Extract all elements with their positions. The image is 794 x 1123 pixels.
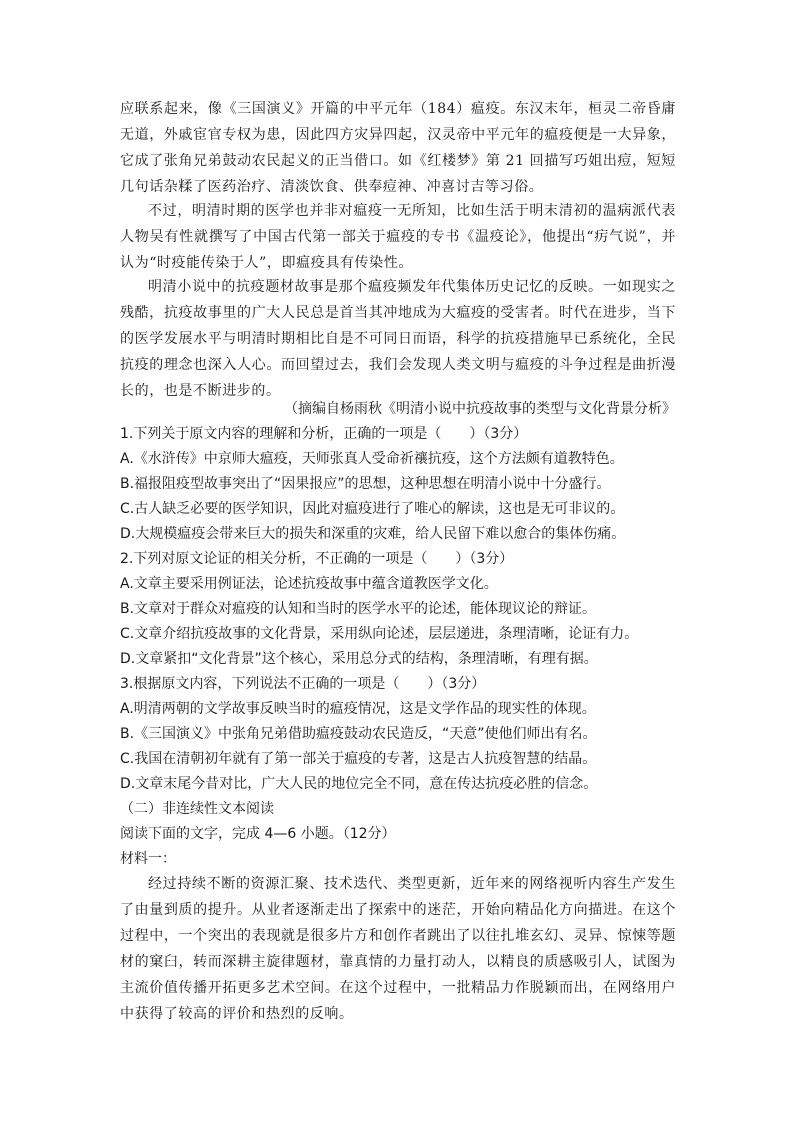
- question-3-option-a[interactable]: A.明清两朝的文学故事反映当时的瘟疫情况，这是文学作品的现实性的体现。: [120, 701, 596, 717]
- section-2-instruction: 阅读下面的文字，完成 4—6 小题。（12分）: [120, 826, 396, 842]
- section-2-heading: （二）非连续性文本阅读: [120, 801, 274, 817]
- question-2-stem: 2.下列对原文论证的相关分析，不正确的一项是（ ）（3分）: [120, 551, 514, 567]
- question-3-option-c[interactable]: C.我国在清朝初年就有了第一部关于瘟疫的专著，这是古人抗疫智慧的结晶。: [120, 751, 597, 767]
- question-1-option-d[interactable]: D.大规模瘟疫会带来巨大的损失和深重的灾难，给人民留下难以愈合的集体伤痛。: [120, 526, 626, 542]
- question-2-option-a[interactable]: A.文章主要采用例证法，论述抗疫故事中蕴含道教医学文化。: [120, 576, 498, 592]
- question-2-option-c[interactable]: C.文章介绍抗疫故事的文化背景，采用纵向论述，层层递进，条理清晰，论证有力。: [120, 626, 639, 642]
- question-3-stem: 3.根据原文内容，下列说法不正确的一项是（ ）（3分）: [120, 676, 486, 692]
- question-1-option-a[interactable]: A.《水浒传》中京师大瘟疫，天师张真人受命祈禳抗疫，这个方法颇有道教特色。: [120, 451, 624, 467]
- question-3-option-b[interactable]: B.《三国演义》中张角兄弟借助瘟疫鼓动农民造反，“天意”使他们师出有名。: [120, 726, 597, 742]
- question-1-stem: 1.下列关于原文内容的理解和分析，正确的一项是（ ）（3分）: [120, 426, 528, 442]
- question-1-option-c[interactable]: C.古人缺乏必要的医学知识，因此对瘟疫进行了唯心的解读，这也是无可非议的。: [120, 501, 625, 517]
- question-3-option-d[interactable]: D.文章末尾今昔对比，广大人民的地位完全不同，意在传达抗疫必胜的信念。: [120, 776, 598, 792]
- question-2-option-d[interactable]: D.文章紧扣“文化背景”这个核心，采用总分式的结构，条理清晰，有理有据。: [120, 651, 598, 667]
- passage-paragraph-1: 应联系起来，像《三国演义》开篇的中平元年（184）瘟疫。东汉末年，桓灵二帝昏庸无道，外戚宦官专权为患，因此四方灾异四起，汉灵帝中平元年的瘟疫便是一大异象，它成了张角兄弟鼓动农民起义的正当借口。如《红楼梦》第 21 回描写巧姐出痘，短短几句话杂糅了医药治疗、清淡饮食、供奉痘神、冲喜讨吉等习俗。: [120, 101, 676, 195]
- material-1-label: 材料一：: [120, 851, 176, 867]
- source-citation: （摘编自杨雨秋《明清小说中抗疫故事的类型与文化背景分析》: [284, 401, 676, 417]
- question-1-option-b[interactable]: B.福报阻疫型故事突出了“因果报应”的思想，这种思想在明清小说中十分盛行。: [120, 476, 611, 492]
- passage-paragraph-2: 不过，明清时期的医学也并非对瘟疫一无所知，比如生活于明末清初的温病派代表人物吴有性就撰写了中国古代第一部关于瘟疫的专书《温疫论》，他提出“疠气说”，并认为“时疫能传染于人”，即瘟疫具有传染性。: [120, 203, 676, 271]
- passage-paragraph-3: 明清小说中的抗疫题材故事是那个瘟疫频发年代集体历史记忆的反映。一如现实之残酷，抗疫故事里的广大人民总是首当其冲地成为大瘟疫的受害者。时代在进步，当下的医学发展水平与明清时期相比自是不可同日而语，科学的抗疫措施早已系统化，全民抗疫的理念也深入人心。而回望过去，我们会发现人类文明与瘟疫的斗争过程是曲折漫长的，也是不断进步的。: [120, 279, 676, 399]
- material-1-text: 经过持续不断的资源汇聚、技术迭代、类型更新，近年来的网络视听内容生产发生了由量到质的提升。从业者逐渐走出了探索中的迷茫，开始向精品化方向描进。在这个过程中，一个突出的表现就是很多片方和创作者跳出了以往扎堆玄幻、灵异、惊悚等题材的窠臼，转而深耕主旋律题材，靠真情的力量打动人，以精良的质感吸引人，试图为主流价值传播开拓更多艺术空间。在这个过程中，一批精品力作脱颖而出，在网络用户中获得了较高的评价和热烈的反响。: [120, 876, 676, 1022]
- question-2-option-b[interactable]: B.文章对于群众对瘟疫的认知和当时的医学水平的论述，能体现议论的辩证。: [120, 601, 597, 617]
